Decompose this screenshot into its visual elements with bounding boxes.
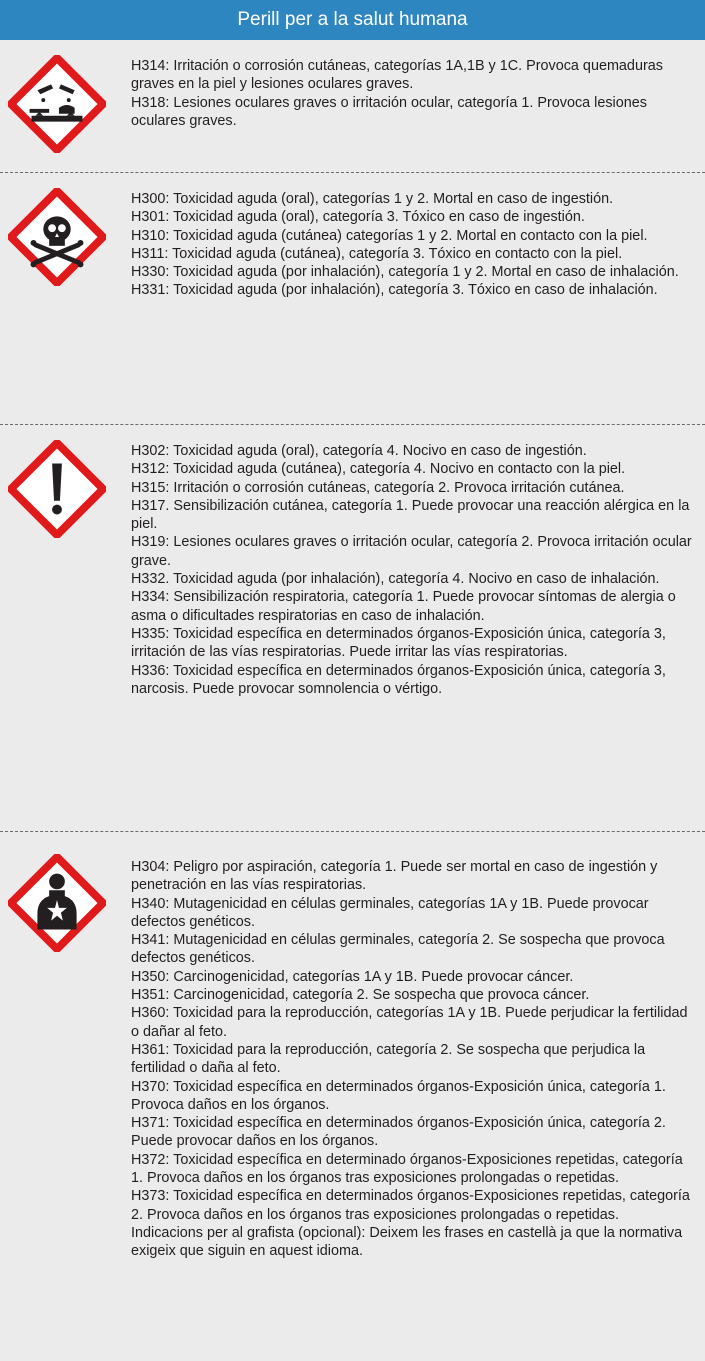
hazard-statement: H319: Lesiones oculares graves o irritación ocular, categoría 2. Provoca irritación ocular grave. [131,534,692,569]
hazard-statement: H331: Toxicidad aguda (por inhalación), categoría 3. Tóxico en caso de inhalación. [131,282,658,299]
health-hazard-icon [8,854,106,952]
hazard-statement: H372: Toxicidad específica en determinado órganos-Exposiciones repetidas, categoría 1. Provoca daños en los órganos tras exposiciones prolongadas o repetidas. [131,1151,683,1187]
hazard-statement: H351: Carcinogenicidad, categoría 2. Se sospecha que provoca cáncer. [131,987,590,1004]
hazard-statement: H304: Peligro por aspiración, categoría 1. Puede ser mortal en caso de ingestión y penetración en las vías respiratorias. [131,859,658,894]
hazard-statement: H371: Toxicidad específica en determinados órganos-Exposición única, categoría 2. Puede provocar daños en los órganos. [131,1115,666,1150]
hazard-statement: H318: Lesiones oculares graves o irritación ocular, categoría 1. Provoca lesiones oculares graves. [131,94,647,129]
hazard-statement: H350: Carcinogenicidad, categorías 1A y 1B. Puede provocar cáncer. [131,968,574,985]
hazard-statement: H301: Toxicidad aguda (oral), categoría 3. Tóxico en caso de ingestión. [131,209,585,226]
hazard-statement: H332. Toxicidad aguda (por inhalación), categoría 4. Nocivo en caso de inhalación. [131,571,660,588]
hazard-statement: H370: Toxicidad específica en determinados órganos-Exposición única, categoría 1. Provoca daños en los órganos. [131,1078,666,1113]
skull-crossbones-icon [8,188,106,286]
hazard-statement: H360: Toxicidad para la reproducción, categorías 1A y 1B. Puede perjudicar la fertilidad o dañar al feto. [131,1005,688,1040]
exclamation-mark-icon [8,440,106,538]
hazard-statement: H330: Toxicidad aguda (por inhalación), categoría 1 y 2. Mortal en caso de inhalación. [131,264,679,281]
hazard-statement: H310: Toxicidad aguda (cutánea) categorías 1 y 2. Mortal en contacto con la piel. [131,227,648,244]
hazard-section-health [0,832,705,1352]
hazard-statement: H317. Sensibilización cutánea, categoría 1. Puede provocar una reacción alérgica en la piel. [131,497,690,533]
hazard-statement: H335: Toxicidad específica en determinados órganos-Exposición única, categoría 3, irritación de las vías respiratorias. Puede irritar las vías respiratorias. [131,625,666,661]
hazard-statement: H302: Toxicidad aguda (oral), categoría 4. Nocivo en caso de ingestión. [131,443,587,459]
hazard-section-corrosion [0,40,705,172]
hazard-statement: H315: Irritación o corrosión cutáneas, categoría 2. Provoca irritación cutánea. [131,479,625,496]
corrosion-icon [8,55,106,153]
hazard-section-toxicity [0,173,705,423]
hazard-statement: H311: Toxicidad aguda (cutánea), categoría 3. Tóxico en contacto con la piel. [131,245,623,262]
hazard-statement: H340: Mutagenicidad en células germinales, categorías 1A y 1B. Puede provocar defectos genéticos. [131,895,649,930]
hazard-statement: H314: Irritación o corrosión cutáneas, categorías 1A,1B y 1C. Provoca quemaduras graves en la piel y lesiones oculares graves. [131,58,663,93]
hazard-statement: H361: Toxicidad para la reproducción, categoría 2. Se sospecha que perjudica la fertilidad o daña al feto. [131,1041,646,1077]
hazard-section-harmful [0,425,705,815]
hazard-statement: H312: Toxicidad aguda (cutánea), categoría 4. Nocivo en contacto con la piel. [131,461,626,478]
hazard-statement: H334: Sensibilización respiratoria, categoría 1. Puede provocar síntomas de alergia o asma o dificultades respiratorias en caso de inhalación. [131,589,676,624]
header-title: Perill per a la salut humana [237,9,468,30]
hazard-statement: H341: Mutagenicidad en células germinales, categoría 2. Se sospecha que provoca defectos genéticos. [131,932,665,967]
designer-note: Indicacions per al grafista (opcional): Deixem les frases en castellà ja que la normativa exigeix que siguin en aquest idioma. [131,1224,683,1260]
hazard-statement: H300: Toxicidad aguda (oral), categorías 1 y 2. Mortal en caso de ingestión. [131,191,614,207]
hazard-text [131,57,697,130]
hazard-statement: H373: Toxicidad específica en determinados órganos-Exposiciones repetidas, categoría 2. Provoca daños en los órganos tras exposiciones prolongadas o repetidas. [131,1188,690,1223]
hazard-text [131,190,697,300]
hazard-text [131,442,697,698]
hazard-statement: H336: Toxicidad específica en determinados órganos-Exposición única, categoría 3, narcosis. Puede provocar somnolencia o vértigo. [131,662,666,697]
page-header [0,0,705,40]
hazard-text [131,858,697,1261]
